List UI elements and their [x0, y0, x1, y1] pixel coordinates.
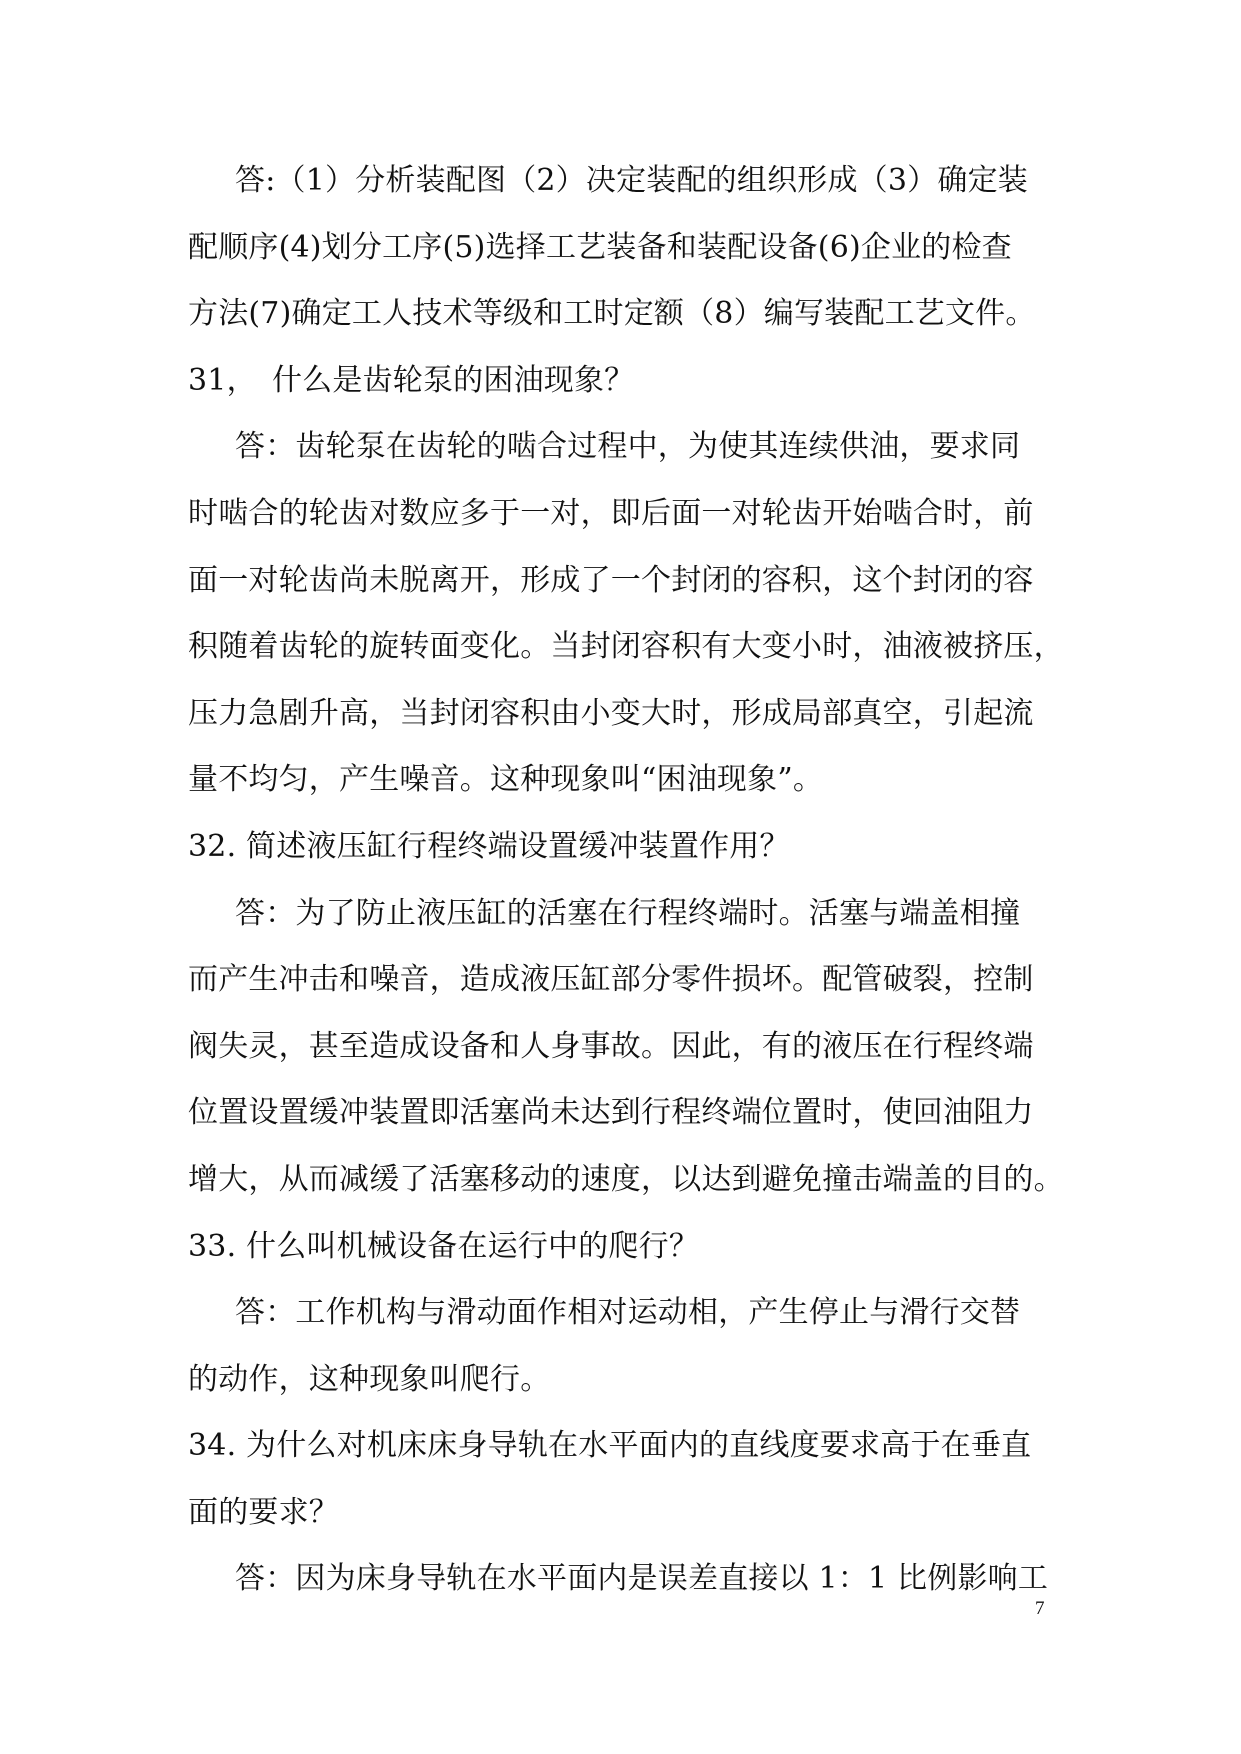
answer-31-line-3: 面一对轮齿尚未脱离开，形成了一个封闭的容积，这个封闭的容 — [188, 562, 1034, 598]
question-31: 31， 什么是齿轮泵的困油现象？ — [188, 362, 635, 398]
page-number: 7 — [1035, 1598, 1045, 1619]
question-32: 32. 简述液压缸行程终端设置缓冲装置作用？ — [188, 828, 790, 864]
answer-32-line-3: 阀失灵，甚至造成设备和人身事故。因此，有的液压在行程终端 — [188, 1028, 1034, 1064]
answer-31-line-6: 量不均匀，产生噪音。这种现象叫“困油现象”。 — [188, 762, 824, 798]
question-34-line-1: 34. 为什么对机床床身导轨在水平面内的直线度要求高于在垂直 — [188, 1428, 1032, 1464]
question-33: 33. 什么叫机械设备在运行中的爬行？ — [188, 1228, 700, 1264]
answer-31-line-5: 压力急剧升高，当封闭容积由小变大时，形成局部真空，引起流 — [188, 695, 1034, 731]
answer-34-line-1: 答：因为床身导轨在水平面内是误差直接以 1：1 比例影响工 — [235, 1561, 1049, 1597]
answer-32-line-4: 位置设置缓冲装置即活塞尚未达到行程终端位置时，使回油阻力 — [188, 1095, 1034, 1131]
answer-32-line-2: 而产生冲击和噪音，造成液压缸部分零件损坏。配管破裂，控制 — [188, 962, 1034, 998]
question-34-line-2: 面的要求？ — [188, 1494, 339, 1530]
answer-33-line-2: 的动作，这种现象叫爬行。 — [188, 1361, 551, 1397]
answer-32-line-5: 增大，从而减缓了活塞移动的速度，以达到避免撞击端盖的目的。 — [188, 1161, 1064, 1197]
answer-30-line-3: 方法(7)确定工人技术等级和工时定额（8）编写装配工艺文件。 — [188, 296, 1036, 332]
answer-31-line-1: 答：齿轮泵在齿轮的啮合过程中，为使其连续供油，要求同 — [235, 429, 1021, 465]
answer-33-line-1: 答：工作机构与滑动面作相对运动相，产生停止与滑行交替 — [235, 1295, 1021, 1331]
answer-30-line-2: 配顺序(4)划分工序(5)选择工艺装备和装配设备(6)企业的检查 — [188, 229, 1012, 265]
answer-30-line-1: 答:（1）分析装配图（2）决定装配的组织形成（3）确定装 — [235, 163, 1028, 198]
page-body — [188, 148, 1068, 1613]
answer-32-line-1: 答：为了防止液压缸的活塞在行程终端时。活塞与端盖相撞 — [235, 895, 1021, 931]
answer-31-line-2: 时啮合的轮齿对数应多于一对，即后面一对轮齿开始啮合时，前 — [188, 495, 1034, 531]
answer-31-line-4: 积随着齿轮的旋转面变化。当封闭容积有大变小时，油液被挤压， — [188, 629, 1064, 665]
